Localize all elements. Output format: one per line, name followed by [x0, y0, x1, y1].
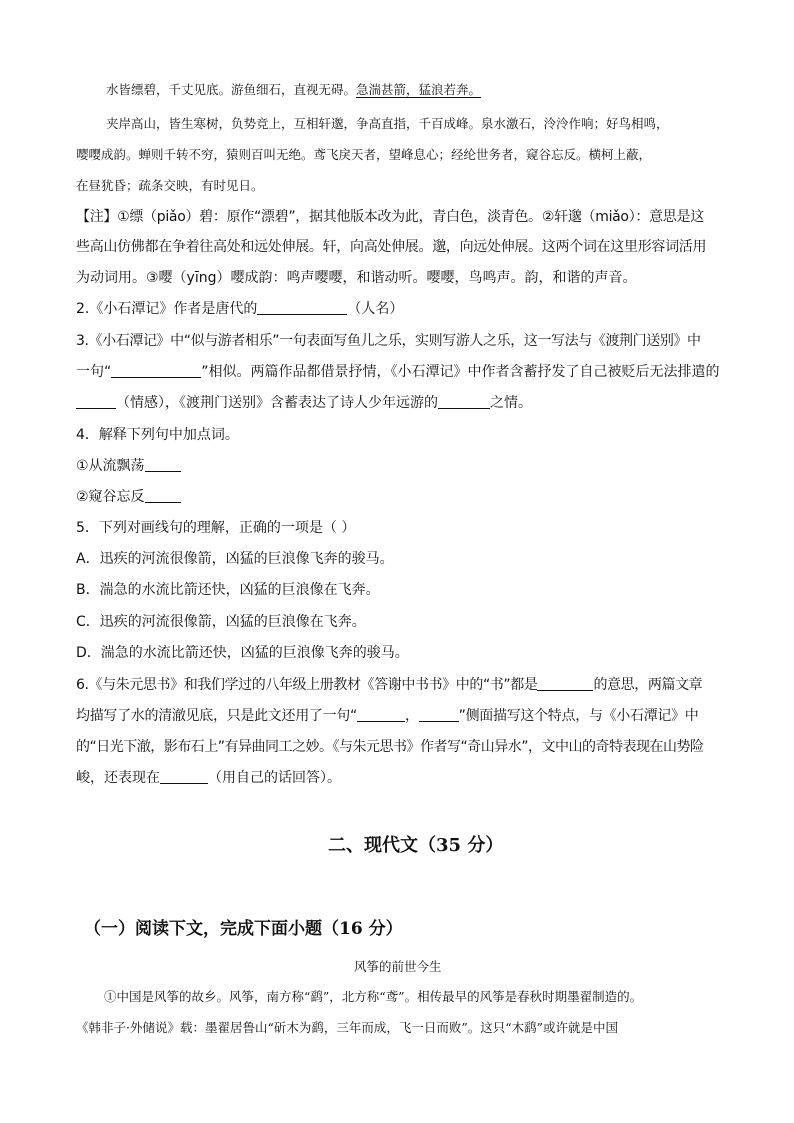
- question-2-suffix: （人名）: [347, 301, 404, 317]
- note-line-1: 【注】①缥（piǎo）碧：原作“漂碧”，据其他版本改为此，青白色，淡青色。②轩邈（miǎo）：意思是这: [76, 209, 704, 225]
- question-3-text-2: （情感），《渡荆门送别》含蓄表达了诗人少年远游的: [116, 395, 438, 411]
- passage-line-3: 嘤嘤成韵。蝉则千转不穷，猿则百叫无绝。鸢飞戾天者，望峰息心；经纶世务者，窥谷忘反。横柯上蔽，: [76, 147, 652, 162]
- question-3-line-1: 3.《小石潭记》中“似与游者相乐”一句表面写鱼儿之乐，实则写游人之乐，这一写法与《渡荆门送别》中: [76, 333, 701, 349]
- question-6-line-4: [76, 768, 341, 788]
- article-title: 风筝的前世今生: [354, 959, 442, 974]
- answer-blank[interactable]: [537, 676, 593, 691]
- question-4-title: 4．解释下列句中加点词。: [76, 427, 239, 443]
- question-6-text-5: 峻，还表现在: [76, 770, 160, 786]
- question-4-item-2: [76, 487, 181, 507]
- underlined-sentence: 急湍甚箭，猛浪若奔。: [356, 82, 482, 97]
- answer-blank[interactable]: [145, 457, 181, 472]
- passage-line-1-text: 水皆缥碧，千丈见底。游鱼细石，直视无碍。: [106, 82, 357, 97]
- answer-blank[interactable]: [145, 488, 181, 503]
- answer-blank[interactable]: [438, 394, 490, 409]
- option-b[interactable]: B．湍急的水流比箭还快，凶猛的巨浪像在飞奔。: [76, 582, 380, 598]
- note-line-2: 些高山仿佛都在争着往高处和远处伸展。轩，向高处伸展。邈，向远处伸展。这两个词在这里形容词活用: [76, 239, 707, 255]
- question-6-text: 6.《与朱元思书》和我们学过的八年级上册教材《答谢中书书》中的“书”都是: [76, 677, 538, 693]
- question-6-text-4: ”侧面描写这个特点，与《小石潭记》中: [458, 708, 699, 724]
- answer-blank[interactable]: [419, 707, 459, 722]
- answer-blank[interactable]: [160, 769, 208, 784]
- passage-line-2: 夹岸高山，皆生寒树，负势竞上，互相轩邈，争高直指，千百成峰。泉水激石，泠泠作响；好鸟相鸣，: [106, 116, 669, 131]
- answer-blank[interactable]: [357, 707, 405, 722]
- article-line-2: 《韩非子·外储说》载：墨翟居鲁山“斫木为鹞，三年而成，飞一日而败”。这只“木鹞”或许就是中国: [76, 1020, 619, 1035]
- answer-blank[interactable]: [257, 300, 347, 315]
- question-4-item-1: [76, 456, 181, 476]
- question-6-text-3: 均描写了水的清澈见底，只是此文还用了一句“: [76, 708, 357, 724]
- option-a[interactable]: A．迅疾的河流很像箭，凶猛的巨浪像飞奔的骏马。: [76, 551, 394, 567]
- option-c[interactable]: C．迅疾的河流很像箭，凶猛的巨浪像在飞奔。: [76, 614, 366, 630]
- question-6-line-2: [76, 706, 699, 726]
- question-6-comma: ，: [404, 708, 419, 724]
- question-6-text-2: 的意思，两篇文章: [593, 677, 703, 693]
- question-4-item-1-text: ①从流飘荡: [76, 458, 145, 474]
- answer-blank[interactable]: [111, 363, 201, 378]
- option-d[interactable]: D．湍急的水流比箭还快，凶猛的巨浪像飞奔的骏马。: [76, 645, 409, 661]
- question-3-line-3: [76, 393, 532, 413]
- question-4-item-2-text: ②窥谷忘反: [76, 489, 145, 505]
- question-3-text: ”相似。两篇作品都借景抒情，《小石潭记》中作者含蓄抒发了自己被贬后无法排遣的: [201, 364, 720, 380]
- question-3-suffix: 之情。: [490, 395, 532, 411]
- note-line-3: 为动词用。③嘤（yīng）嘤成韵：鸣声嘤嘤，和谐动听。嘤嘤，鸟鸣声。韵，和谐的声音。: [76, 270, 637, 286]
- question-6-line-1: [76, 675, 702, 695]
- part-title: （一）阅读下文，完成下面小题（16 分）: [84, 919, 403, 939]
- question-2: [76, 299, 403, 319]
- answer-blank[interactable]: [76, 394, 116, 409]
- question-3-prefix: 一句“: [76, 364, 112, 380]
- question-6-line-3: 的“日光下澈，影布石上”有异曲同工之妙。《与朱元思书》作者写“奇山异水”，文中山的奇特表现在山势险: [76, 739, 704, 755]
- passage-line-1: [106, 80, 481, 100]
- question-3-line-2: [76, 362, 720, 382]
- section-title: 二、现代文（35 分）: [328, 835, 504, 856]
- question-2-text: 2.《小石潭记》作者是唐代的: [76, 301, 258, 317]
- passage-line-4: 在昼犹昏；疏条交映，有时见日。: [76, 178, 264, 193]
- question-5-title: 5．下列对画线句的理解，正确的一项是（ ）: [76, 520, 356, 536]
- article-line-1: ①中国是风筝的故乡。风筝，南方称“鹞”，北方称“鸢”。相传最早的风筝是春秋时期墨翟制造的。: [104, 989, 643, 1004]
- question-6-suffix: （用自己的话回答）。: [208, 770, 341, 786]
